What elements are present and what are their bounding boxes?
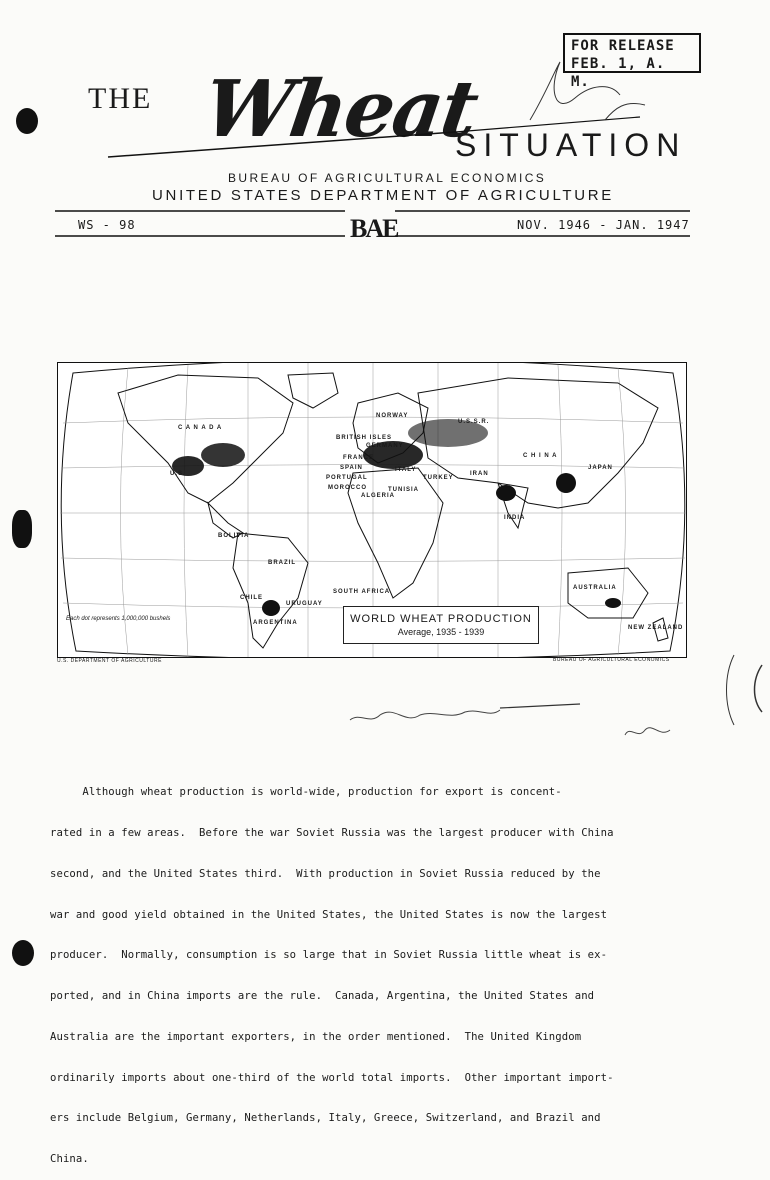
map-credit-right: BUREAU OF AGRICULTURAL ECONOMICS <box>553 657 670 663</box>
label-britain: BRITISH ISLES <box>336 435 393 441</box>
label-chile: CHILE <box>240 595 263 601</box>
dots-india <box>496 485 516 501</box>
dots-australia <box>605 598 621 608</box>
label-portugal: PORTUGAL <box>326 475 368 481</box>
label-japan: JAPAN <box>588 465 613 471</box>
map-title: WORLD WHEAT PRODUCTION <box>350 613 532 625</box>
north-america-outline <box>118 375 293 503</box>
body-line: ordinarily imports about one-third of the world total imports. Other important import- <box>50 1071 614 1084</box>
body-line: ported, and in China imports are the rule. Canada, Argentina, the United States and <box>50 990 595 1003</box>
label-south-africa: SOUTH AFRICA <box>333 589 391 595</box>
label-spain: SPAIN <box>340 465 363 471</box>
map-credit-left: U.S. DEPARTMENT OF AGRICULTURE <box>57 658 162 664</box>
label-ussr: U.S.S.R. <box>458 419 490 425</box>
body-line: second, and the United States third. With production in Soviet Russia reduced by the <box>50 867 601 880</box>
label-india: INDIA <box>504 515 526 521</box>
map-subtitle: Average, 1935 - 1939 <box>397 627 485 637</box>
issue-number: WS - 98 <box>78 218 136 232</box>
signature-mark <box>530 62 645 120</box>
body-line: Although wheat production is world-wide, production for export is concent- <box>50 786 562 799</box>
body-line: rated in a few areas. Before the war Soviet Russia was the largest producer with China <box>50 826 614 839</box>
body-line: Australia are the important exporters, in the order mentioned. The United Kingdom <box>50 1030 582 1043</box>
bae-logo: BAE <box>350 214 398 243</box>
dots-argentina <box>262 600 280 616</box>
label-us: U.S. <box>170 471 186 477</box>
label-bolivia: BOLIVIA <box>218 533 250 539</box>
label-new-zealand: NEW ZEALAND <box>628 625 684 631</box>
release-line1: FOR RELEASE <box>571 38 675 54</box>
department-name: UNITED STATES DEPARTMENT OF AGRICULTURE <box>152 187 615 204</box>
label-brazil: BRAZIL <box>268 560 296 566</box>
label-italy: ITALY <box>395 467 417 473</box>
punch-hole-top <box>16 108 38 134</box>
south-america-outline <box>233 533 308 648</box>
label-tunisia: TUNISIA <box>388 487 419 493</box>
body-line: China. <box>50 1153 89 1166</box>
label-uruguay: URUGUAY <box>286 601 323 607</box>
australia-outline <box>568 568 648 618</box>
label-australia: AUSTRALIA <box>573 585 617 591</box>
masthead-situation: SITUATION <box>455 127 687 163</box>
label-norway: NORWAY <box>376 413 409 419</box>
label-china: C H I N A <box>523 453 558 459</box>
release-line2: FEB. 1, A. M. <box>571 56 666 90</box>
label-turkey: TURKEY <box>423 475 454 481</box>
bureau-name: BUREAU OF AGRICULTURAL ECONOMICS <box>228 171 547 185</box>
label-france: FRANCE <box>343 455 374 461</box>
map-legend: Each dot represents 1,000,000 bushels <box>66 616 171 622</box>
masthead-the: THE <box>88 82 153 115</box>
greenland-outline <box>288 373 338 408</box>
masthead-wheat: Wheat <box>198 64 482 155</box>
body-line: producer. Normally, consumption is so large that in Soviet Russia little wheat is ex- <box>50 949 608 962</box>
punch-hole-middle <box>12 510 32 548</box>
dots-china <box>556 473 576 493</box>
label-algeria: ALGERIA <box>361 493 395 499</box>
edge-mark <box>722 650 770 730</box>
issue-date: NOV. 1946 - JAN. 1947 <box>517 218 690 232</box>
body-line: ers include Belgium, Germany, Netherlands, Italy, Greece, Switzerland, and Brazil and <box>50 1112 601 1125</box>
dots-canada <box>201 443 245 467</box>
handwritten-annotations <box>340 690 700 760</box>
body-paragraph <box>50 759 690 1180</box>
label-germany: GERMANY <box>366 443 404 449</box>
label-morocco: MOROCCO <box>328 485 367 491</box>
label-argentina: ARGENTINA <box>253 620 298 626</box>
label-canada: C A N A D A <box>178 425 223 431</box>
body-line: war and good yield obtained in the United States, the United States is now the largest <box>50 908 608 921</box>
world-wheat-map <box>57 362 687 658</box>
punch-hole-bottom <box>12 940 34 966</box>
map-title-box <box>343 606 539 644</box>
label-iran: IRAN <box>470 471 489 477</box>
